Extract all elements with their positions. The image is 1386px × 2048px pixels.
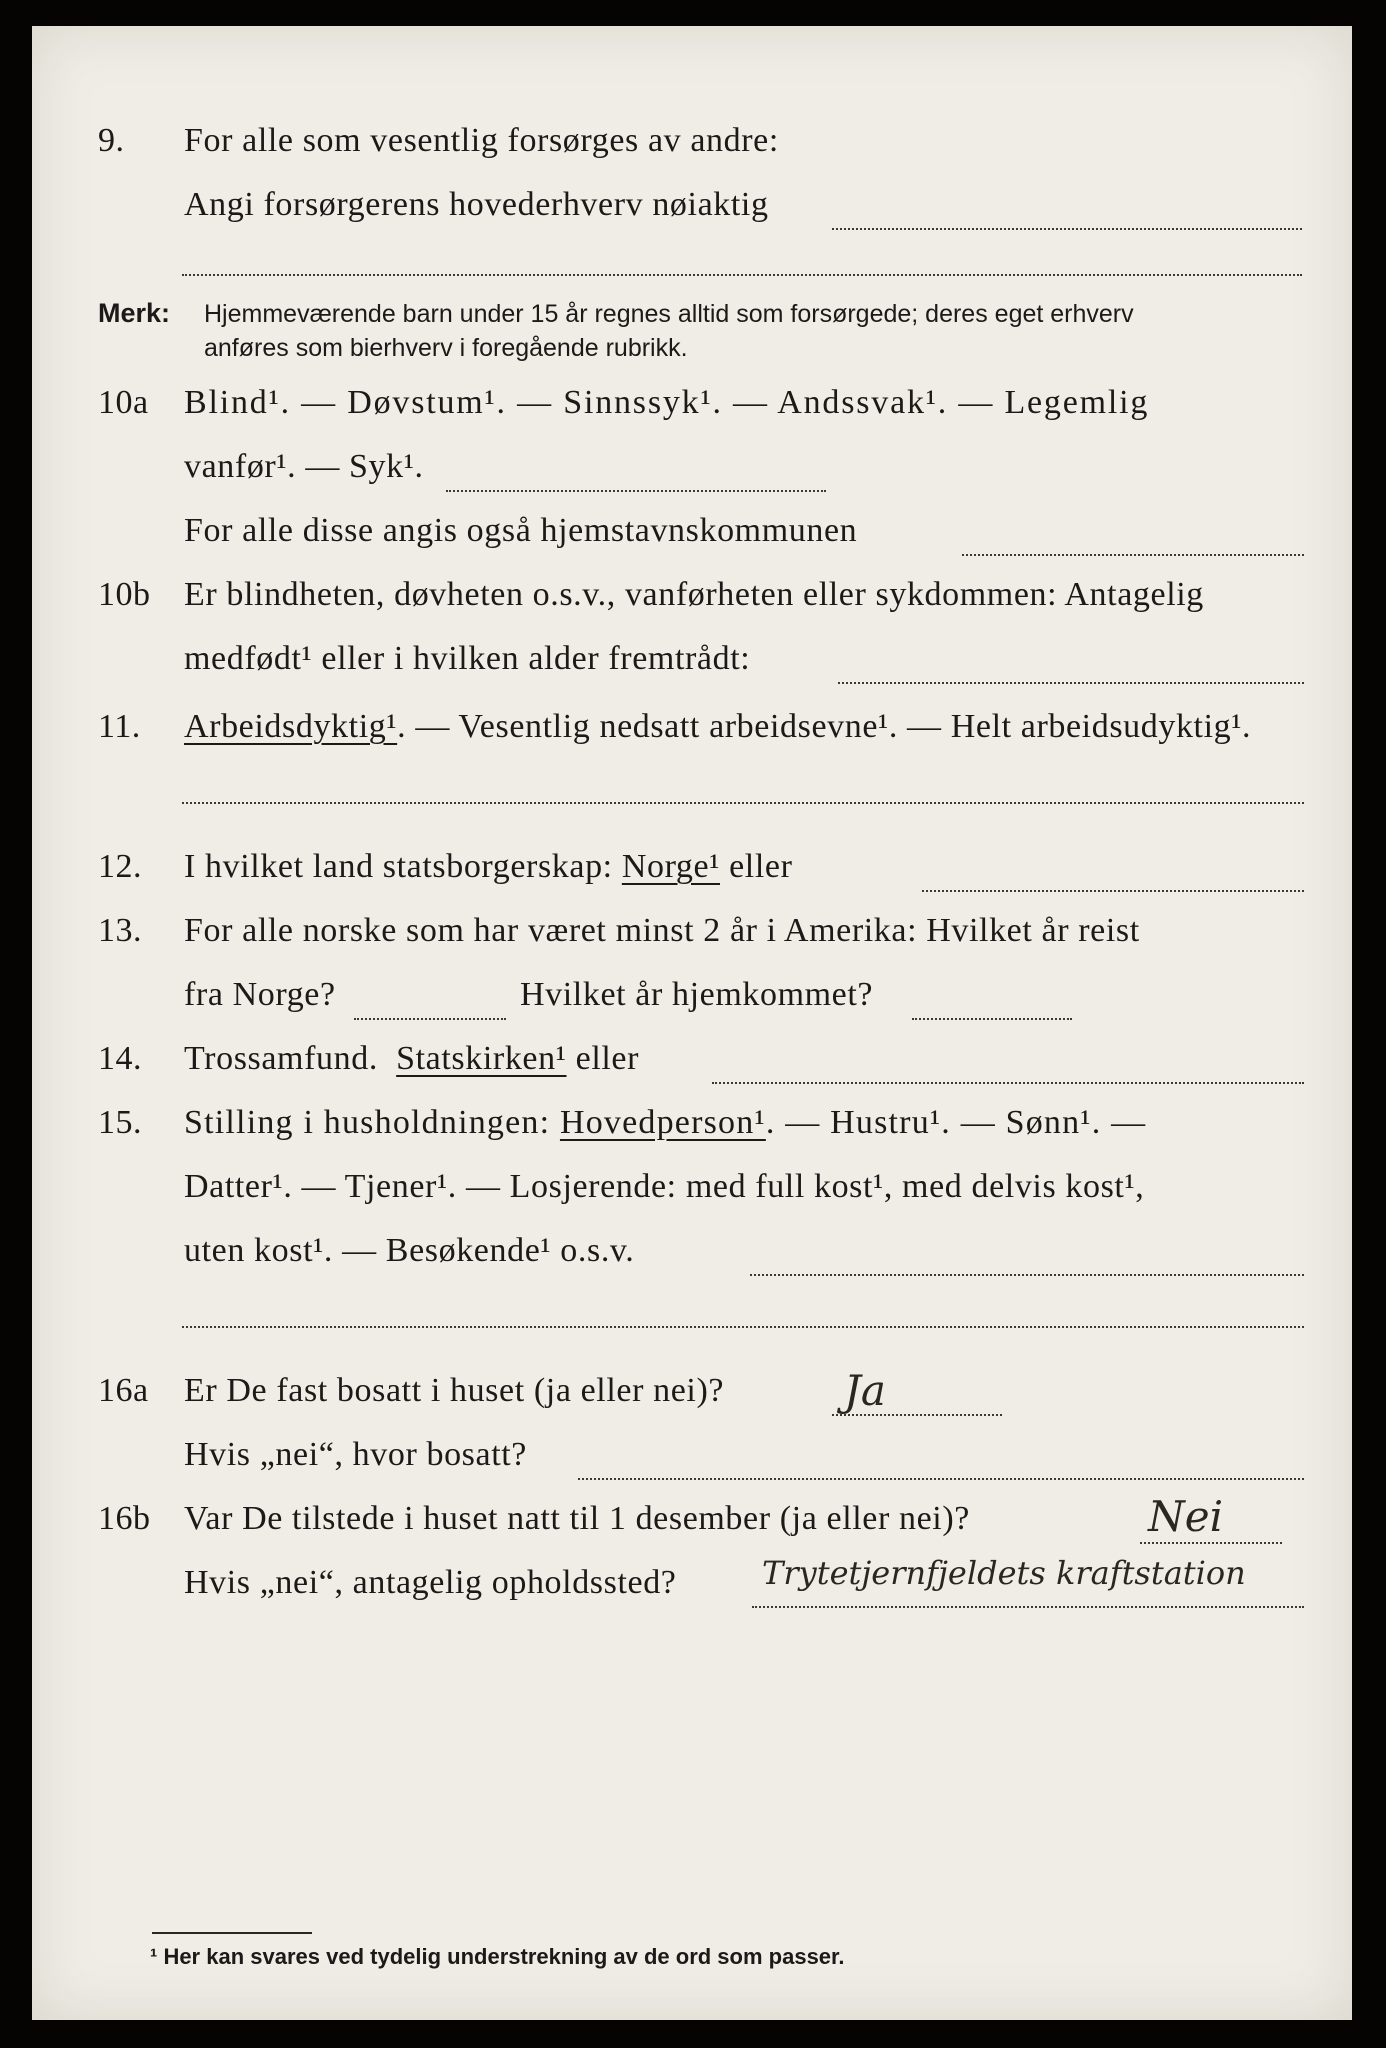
question-number: 14.	[98, 1040, 142, 1077]
answer-line	[1140, 1542, 1282, 1544]
answer-line	[922, 890, 1304, 892]
question-text: Er De fast bosatt i huset (ja eller nei)?	[184, 1372, 725, 1409]
question-number: 10b	[98, 576, 151, 613]
question-text: For alle som vesentlig forsørges av andre:	[184, 122, 779, 159]
question-12	[32, 848, 1352, 900]
question-number: 13.	[98, 912, 142, 949]
question-number: 16b	[98, 1500, 151, 1537]
question-text: Blind¹. — Døvstum¹. — Sinnssyk¹. — Andssvak¹. — Legemlig	[184, 384, 1150, 421]
question-text: Hvis „nei“, hvor bosatt?	[184, 1436, 527, 1473]
answer-line	[354, 1018, 506, 1020]
question-16b	[32, 1492, 1352, 1552]
answer-line	[182, 802, 1304, 804]
footnote: ¹ Her kan svares ved tydelig understrekning av de ord som passer.	[150, 1944, 845, 1969]
question-14	[32, 1040, 1352, 1092]
question-text	[184, 708, 1251, 746]
question-text: Hvilket år hjemkommet?	[520, 976, 874, 1013]
answer-line	[750, 1274, 1304, 1276]
question-text: Hvis „nei“, antagelig opholdssted?	[184, 1564, 677, 1601]
question-number: 16a	[98, 1372, 149, 1409]
answer-line	[446, 490, 826, 492]
answer-line	[182, 274, 1302, 276]
question-text: Datter¹. — Tjener¹. — Losjerende: med full kost¹, med delvis kost¹,	[184, 1168, 1145, 1205]
question-number: 15.	[98, 1104, 142, 1141]
question-16a	[32, 1366, 1352, 1424]
handwritten-answer: Ja	[844, 1366, 886, 1415]
question-text-pre: Stilling i husholdningen:	[184, 1104, 551, 1141]
question-10a-line3	[32, 512, 1352, 564]
selected-option: Hovedperson¹	[559, 1104, 766, 1141]
census-form-page	[32, 26, 1352, 2020]
question-text-pre: I hvilket land statsborgerskap:	[184, 848, 613, 885]
question-15-line3	[32, 1232, 1352, 1284]
handwritten-answer: Trytetjernfjeldets kraftstation	[762, 1554, 1246, 1592]
question-10a	[32, 384, 1352, 436]
footnote-divider	[152, 1932, 312, 1934]
question-10b	[32, 576, 1352, 628]
selected-option: Arbeidsdyktig¹	[184, 708, 398, 745]
question-text: medfødt¹ eller i hvilken alder fremtrådt:	[184, 640, 751, 677]
question-text-post: eller	[575, 1040, 640, 1077]
question-text	[184, 1104, 1146, 1142]
question-13-line2	[32, 976, 1352, 1028]
question-text: For alle norske som har været minst 2 år i Amerika: Hvilket år reist	[184, 912, 1140, 949]
question-text	[184, 1040, 639, 1078]
answer-line	[182, 1326, 1304, 1328]
question-number: 10a	[98, 384, 149, 421]
answer-line	[912, 1018, 1072, 1020]
question-number: 12.	[98, 848, 142, 885]
answer-line	[838, 682, 1304, 684]
handwritten-answer: Nei	[1148, 1492, 1224, 1541]
question-text: vanfør¹. — Syk¹.	[184, 448, 424, 485]
note-label: Merk:	[98, 298, 171, 328]
question-text: Angi forsørgerens hovederhverv nøiaktig	[184, 186, 769, 223]
answer-line	[832, 228, 1302, 230]
note-text: Hjemmeværende barn under 15 år regnes alltid som forsørgede; deres eget erhverv	[204, 300, 1134, 328]
question-text: uten kost¹. — Besøkende¹ o.s.v.	[184, 1232, 635, 1269]
question-text	[184, 848, 793, 886]
question-16a-line2	[32, 1436, 1352, 1488]
question-text: Var De tilstede i huset natt til 1 desember (ja eller nei)?	[184, 1500, 970, 1537]
question-10b-line2	[32, 640, 1352, 692]
question-text: fra Norge?	[184, 976, 336, 1013]
question-options: . — Vesentlig nedsatt arbeidsevne¹. — Helt arbeidsudyktig¹.	[397, 708, 1252, 745]
question-9	[32, 122, 1352, 174]
note-text: anføres som bierhverv i foregående rubrikk.	[204, 334, 688, 362]
question-number: 11.	[98, 708, 141, 745]
question-15	[32, 1104, 1352, 1156]
question-11	[32, 708, 1352, 760]
answer-line	[712, 1082, 1304, 1084]
question-text: Er blindheten, døvheten o.s.v., vanførheten eller sykdommen: Antagelig	[184, 576, 1204, 613]
question-13	[32, 912, 1352, 964]
answer-line	[962, 554, 1304, 556]
selected-option: Statskirken¹	[396, 1040, 567, 1077]
question-15-line2	[32, 1168, 1352, 1220]
question-text-post: eller	[729, 848, 793, 885]
question-16b-line2	[32, 1554, 1352, 1616]
selected-option: Norge¹	[621, 848, 720, 885]
question-options: . — Hustru¹. — Sønn¹. —	[765, 1104, 1147, 1141]
question-number: 9.	[98, 122, 125, 159]
question-9-line2	[32, 186, 1352, 238]
question-10a-line2	[32, 448, 1352, 500]
answer-line	[578, 1478, 1304, 1480]
answer-line	[752, 1606, 1304, 1608]
question-text: For alle disse angis også hjemstavnskommunen	[184, 512, 858, 549]
question-text-pre: Trossamfund.	[184, 1040, 378, 1077]
